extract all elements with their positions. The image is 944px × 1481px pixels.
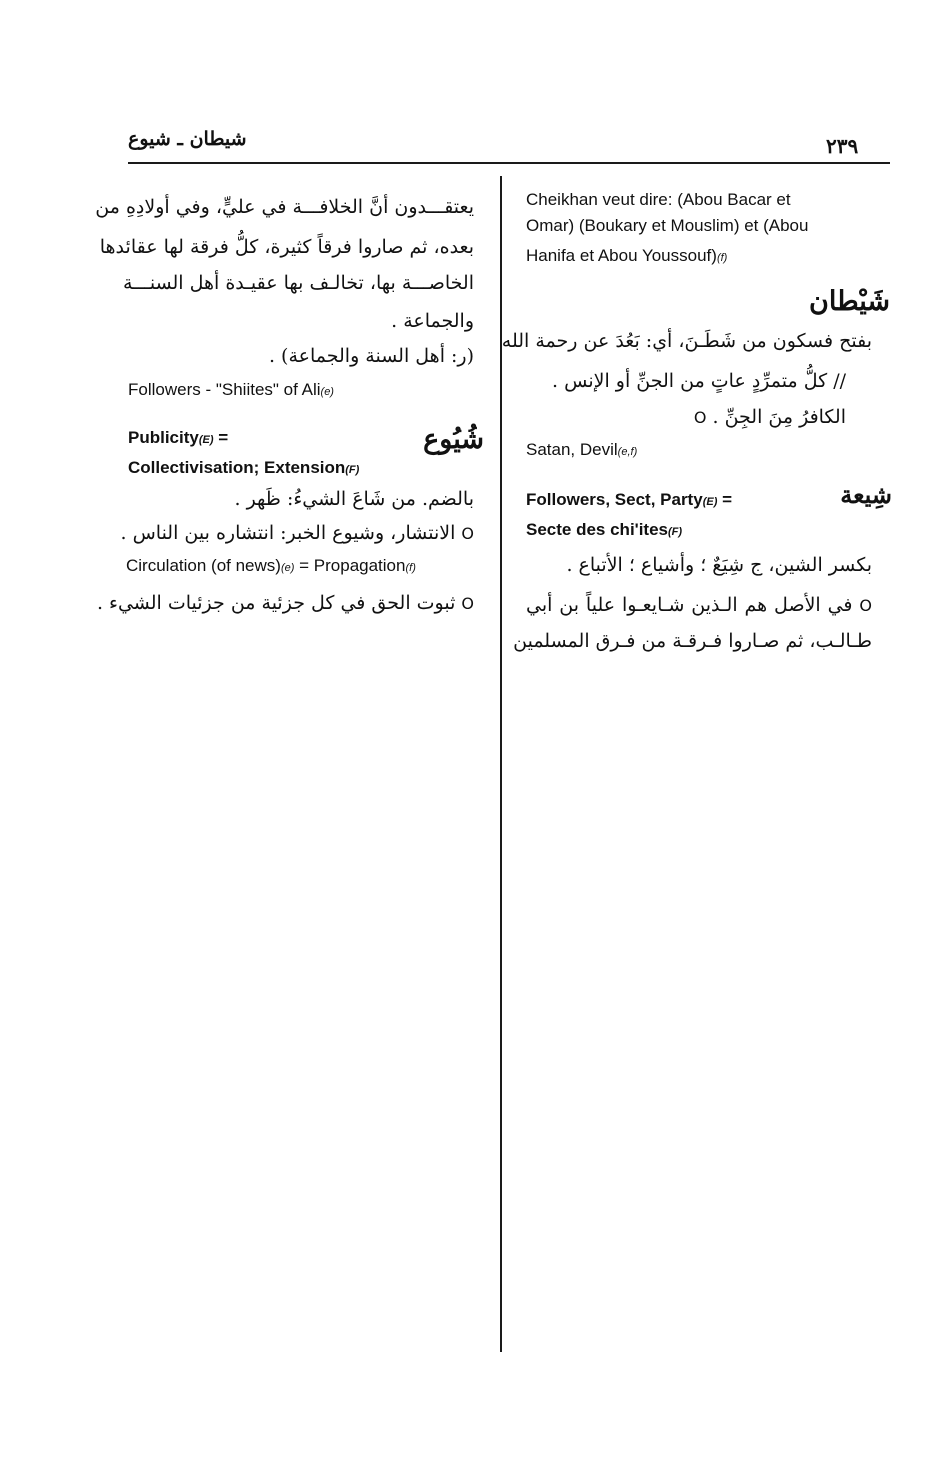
running-title: شيطان ـ شيوع	[128, 128, 247, 150]
shuyu-english-2: Collectivisation; Extension(F)	[128, 458, 360, 477]
cont-line-4: والجماعة .	[391, 310, 474, 332]
bullet-circle-icon: O	[461, 524, 474, 543]
header-rule	[128, 162, 890, 164]
shia-english-1: Followers, Sect, Party(E) =	[526, 490, 733, 509]
shuyu-english-3: Circulation (of news)(e) = Propagation(f)	[126, 556, 416, 575]
cont-line-2: بعده، ثم صاروا فرقاً كثيرة، كلُّ فرقة لها عقائدها	[99, 236, 474, 258]
headword-shuyu: شُيُوع	[423, 424, 484, 455]
intro-line-3: Hanifa et Abou Youssouf)(f)	[526, 246, 728, 265]
intro-line-1: Cheikhan veut dire: (Abou Bacar et	[526, 190, 791, 209]
shaitan-line-1: بفتح فسكون من شَطَـنَ، أي: بَعُدَ عن رحمة الله	[501, 330, 872, 352]
headword-shaitan: شَيْطان	[809, 286, 890, 317]
cont-english: Followers - "Shiites" of Ali(e)	[128, 380, 334, 399]
bullet-circle-icon: O	[461, 594, 474, 613]
cont-line-5: (ر: أهل السنة والجماعة) .	[268, 345, 474, 367]
shia-english-2: Secte des chi'ites(F)	[526, 520, 683, 539]
shaitan-line-2: // كلُّ متمرِّدٍ عاتٍ من الجنِّ أو الإنس .	[552, 370, 846, 392]
shuyu-english-1: Publicity(E) =	[128, 428, 229, 447]
cont-line-1: يعتقـــدون أنَّ الخلافـــة في عليٍّ، وفي أولادِهِ من	[95, 196, 474, 218]
shia-line-1: بكسر الشين، ج شِيَعٌ ؛ وأشياع ؛ الأتباع .	[566, 554, 872, 576]
bullet-circle-icon: O	[693, 408, 707, 427]
shia-line-2: O في الأصل هم الـذين شـايعـوا علياً بن أبي	[526, 594, 872, 616]
bullet-circle-icon: O	[859, 596, 872, 615]
intro-line-2: Omar) (Boukary et Mouslim) et (Abou	[526, 216, 809, 235]
headword-shia: شِيعة	[840, 480, 892, 509]
shuyu-line-3: O ثبوت الحق في كل جزئية من جزئيات الشيء .	[96, 592, 474, 614]
cont-line-3: الخاصـــة بها، تخالـف بها عقيـدة أهل السنـــة	[122, 272, 474, 294]
shaitan-line-3: الكافرُ مِنَ الجِنِّ . O	[693, 406, 846, 428]
shuyu-line-1: بالضم. من شَاعَ الشيءُ: ظَهر .	[234, 488, 474, 510]
shuyu-line-2: O الانتشار، وشيوع الخبر: انتشاره بين الناس .	[120, 522, 474, 544]
shia-line-3: طـالـب، ثم صـاروا فـرقـة من فـرق المسلمين	[513, 630, 872, 652]
page-number: ٢٣٩	[826, 134, 859, 158]
shaitan-english: Satan, Devil(e,f)	[526, 440, 638, 459]
column-divider	[500, 176, 502, 1352]
